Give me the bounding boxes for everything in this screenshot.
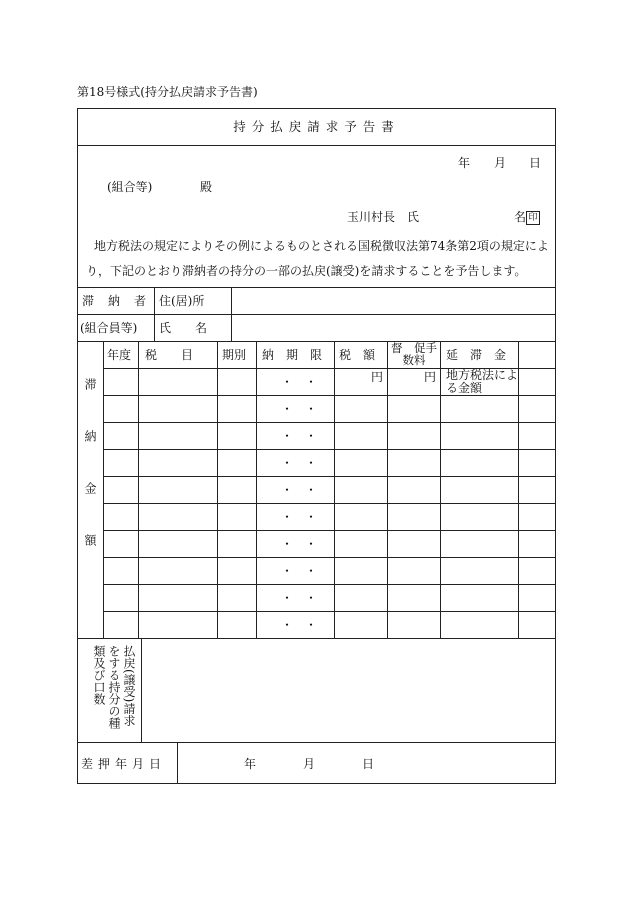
- share-label: 払戻(譲受)請求をする持分の種類及び口数: [92, 645, 136, 729]
- address-field[interactable]: [232, 288, 555, 313]
- share-field[interactable]: [142, 639, 555, 741]
- sender-name: 玉川村長 氏: [347, 210, 420, 224]
- sender-name-suffix: 名 印: [514, 210, 540, 225]
- name-label: 氏 名: [159, 321, 208, 335]
- delinquent-sub-label: (組合員等): [80, 321, 138, 335]
- seizure-day: 日: [362, 757, 375, 771]
- date-year: 年: [458, 156, 471, 170]
- delinquent-label: 滞 納 者: [82, 294, 148, 308]
- date-day: 日: [529, 156, 542, 170]
- seal-mark: 印: [526, 211, 540, 225]
- late-fee-note: 地方税法による金額: [446, 368, 519, 395]
- due-date-mark: ・ ・: [281, 456, 318, 470]
- seizure-label: 差押年月日: [81, 757, 167, 771]
- header-tax-item: 税 目: [145, 348, 194, 362]
- unit-tax-amount: 円: [371, 370, 384, 384]
- unit-fee: 円: [424, 370, 437, 384]
- due-date-mark: ・ ・: [281, 537, 318, 551]
- form-title: 持分払戻請求予告書: [233, 119, 400, 134]
- due-date-mark: ・ ・: [281, 618, 318, 632]
- header-tax-amount: 税 額: [339, 348, 376, 362]
- body-text: 地方税法の規定によりその例によるものとされる国税徴収法第74条第2項の規定により，下記のとおり滞納者の持分の一部の払戻(譲受)を請求することを予告します。: [86, 239, 549, 278]
- header-year: 年度: [107, 348, 132, 362]
- amount-section-label: 滞納金額: [83, 378, 97, 586]
- name-field[interactable]: [232, 315, 555, 340]
- address-label: 住(居)所: [159, 294, 205, 308]
- due-date-mark: ・ ・: [281, 483, 318, 497]
- seizure-month: 月: [303, 757, 316, 771]
- due-date-mark: ・ ・: [281, 564, 318, 578]
- form-id: 第18号様式(持分払戻請求予告書): [77, 85, 258, 99]
- header-period: 期別: [222, 348, 247, 362]
- seizure-year: 年: [244, 757, 257, 771]
- header-fee: 督 促手数料: [391, 341, 437, 367]
- header-late-fee: 延 滞 金: [446, 348, 507, 362]
- due-date-mark: ・ ・: [281, 375, 318, 389]
- due-date-mark: ・ ・: [281, 402, 318, 416]
- recipient-honorific: 殿: [200, 180, 213, 194]
- due-date-mark: ・ ・: [281, 429, 318, 443]
- due-date-mark: ・ ・: [281, 510, 318, 524]
- due-date-mark: ・ ・: [281, 591, 318, 605]
- header-due-date: 納 期 限: [262, 348, 323, 362]
- date-month: 月: [494, 156, 507, 170]
- recipient-org: (組合等): [107, 180, 153, 194]
